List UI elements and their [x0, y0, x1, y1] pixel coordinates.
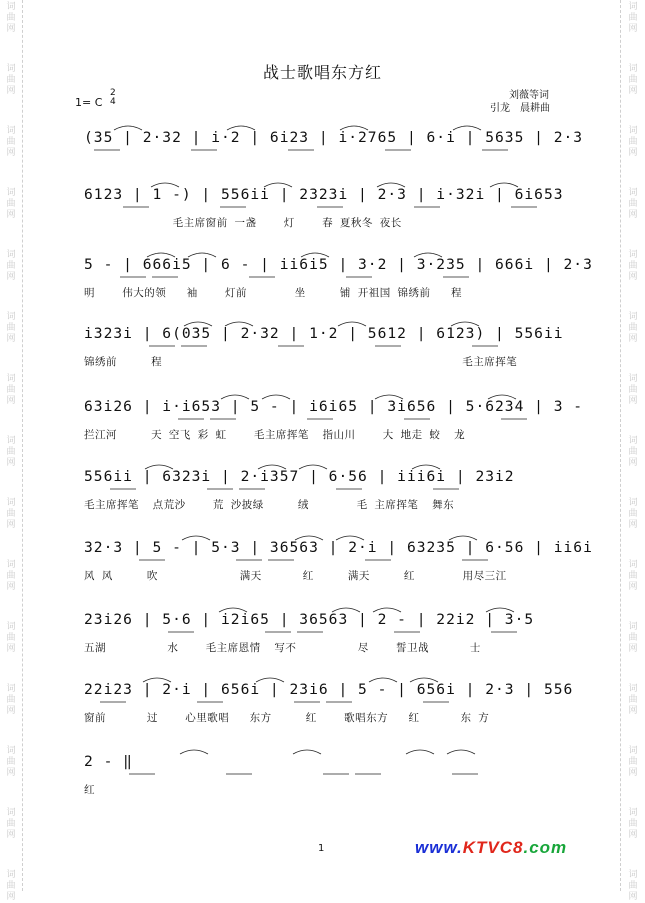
- watermark: 词 曲 网: [6, 560, 16, 592]
- watermark: 词 曲 网: [6, 250, 16, 282]
- score-line: [84, 324, 574, 368]
- watermark: 词 曲 网: [6, 374, 16, 406]
- watermark: 词 曲 网: [6, 622, 16, 654]
- notation-line: 32·3 | 5 - | 5·3 | 36563 | 2·i | 63235 | 6·56 | ii6i: [84, 539, 593, 556]
- slur-mark: [447, 750, 475, 754]
- lyrics-line: 红: [84, 784, 95, 796]
- score-line: [84, 752, 574, 796]
- watermark: 词 曲 网: [6, 436, 16, 468]
- lyrics-line: 毛主席挥笔 点荒沙 荒 沙披绿 绒 毛 主席挥笔 舞东: [84, 499, 455, 511]
- watermark: 词 曲 网: [628, 188, 638, 220]
- watermark: 词 曲 网: [628, 2, 638, 34]
- watermark: 词 曲 网: [628, 436, 638, 468]
- score-line: [84, 128, 584, 172]
- notation-line: 556ii | 6323i | 2·i357 | 6·56 | iii6i | 23i2: [84, 468, 515, 485]
- lyrics-line: 毛主席窗前 一盏 灯 春 夏秋冬 夜长: [84, 217, 402, 229]
- site-logo: [415, 838, 567, 858]
- notation-line: 5 - | 666i5 | 6 - | ii6i5 | 3·2 | 3·235 | 666i | 2·3: [84, 256, 593, 273]
- watermark: 词 曲 网: [628, 684, 638, 716]
- score-line: [84, 610, 574, 654]
- time-signature: [110, 89, 116, 107]
- watermark: 词 曲 网: [628, 312, 638, 344]
- watermark: 词 曲 网: [6, 684, 16, 716]
- score-line: [84, 255, 593, 299]
- score-line: [84, 538, 593, 582]
- lyrics-line: 明 伟大的领 袖 灯前 坐 铺 开祖国 锦绣前 程: [84, 287, 463, 299]
- watermark: 词 曲 网: [6, 870, 16, 902]
- watermark: 词 曲 网: [628, 374, 638, 406]
- lyrics-line: 五湖 水 毛主席恩情 写不 尽 誓卫战 士: [84, 642, 481, 654]
- time-signature-top: 2: [110, 88, 116, 98]
- lyrics-line: 拦江河 天 空飞 彩 虹 毛主席挥笔 指山川 大 地走 蛟 龙: [84, 429, 466, 441]
- site-logo-part: KTVC8: [462, 838, 524, 857]
- watermark: 词 曲 网: [628, 64, 638, 96]
- watermark: 词 曲 网: [6, 188, 16, 220]
- notation-line: 6123 | 1 -) | 556ii | 2323i | 2·3 | i·32i | 6i653: [84, 186, 564, 203]
- watermark: 词 曲 网: [628, 560, 638, 592]
- watermark: 词 曲 网: [628, 250, 638, 282]
- song-title: 战士歌唱东方红: [262, 63, 382, 82]
- slur-mark: [293, 750, 321, 754]
- lyrics-line: 风 风 吹 满天 红 满天 红 用尽三江: [84, 570, 507, 582]
- score-line: [84, 680, 574, 724]
- notation-line: (35 | 2·32 | i·2 | 6i23 | i·2765 | 6·i | 5635 | 2·3: [84, 129, 584, 146]
- watermark: 词 曲 网: [628, 498, 638, 530]
- notation-line: i323i | 6(035 | 2·32 | 1·2 | 5612 | 6123) | 556ii: [84, 325, 564, 342]
- watermark: 词 曲 网: [6, 498, 16, 530]
- slur-mark: [406, 750, 434, 754]
- notation-line: 2 - ‖: [84, 753, 133, 770]
- watermark: 词 曲 网: [628, 622, 638, 654]
- slur-mark: [180, 750, 208, 754]
- watermark: 词 曲 网: [6, 808, 16, 840]
- notation-line: 22i23 | 2·i | 656i | 23i6 | 5 - | 656i | 2·3 | 556: [84, 681, 574, 698]
- watermark: 词 曲 网: [6, 2, 16, 34]
- watermark: 词 曲 网: [6, 746, 16, 778]
- score-line: [84, 397, 584, 441]
- notation-line: 23i26 | 5·6 | i2i65 | 36563 | 2 - | 22i2 | 3·5: [84, 611, 535, 628]
- key-signature: 1= C: [75, 96, 103, 109]
- time-signature-bottom: 4: [110, 97, 116, 107]
- lyrics-line: 锦绣前 程 毛主席挥笔: [84, 356, 518, 368]
- watermark: 词 曲 网: [628, 808, 638, 840]
- site-logo-part: www.: [415, 838, 463, 857]
- watermark: 词 曲 网: [628, 126, 638, 158]
- watermark: 词 曲 网: [628, 870, 638, 902]
- score-line: [84, 185, 574, 229]
- watermark: 词 曲 网: [628, 746, 638, 778]
- notation-line: 63i26 | i·i653 | 5 - | i6i65 | 3i656 | 5·6234 | 3 -: [84, 398, 584, 415]
- site-logo-part: .com: [523, 838, 568, 857]
- page-number: 1: [318, 843, 325, 854]
- watermark: 词 曲 网: [6, 126, 16, 158]
- watermark: 词 曲 网: [6, 64, 16, 96]
- score-decoration: [84, 752, 574, 782]
- lyrics-line: 窗前 过 心里歌唱 东方 红 歌唱东方 红 东 方: [84, 712, 490, 724]
- composer-credit: 引龙 晨耕曲: [490, 103, 550, 114]
- lyricist-credit: 刘薇等词: [509, 90, 549, 101]
- score-line: [84, 467, 574, 511]
- watermark: 词 曲 网: [6, 312, 16, 344]
